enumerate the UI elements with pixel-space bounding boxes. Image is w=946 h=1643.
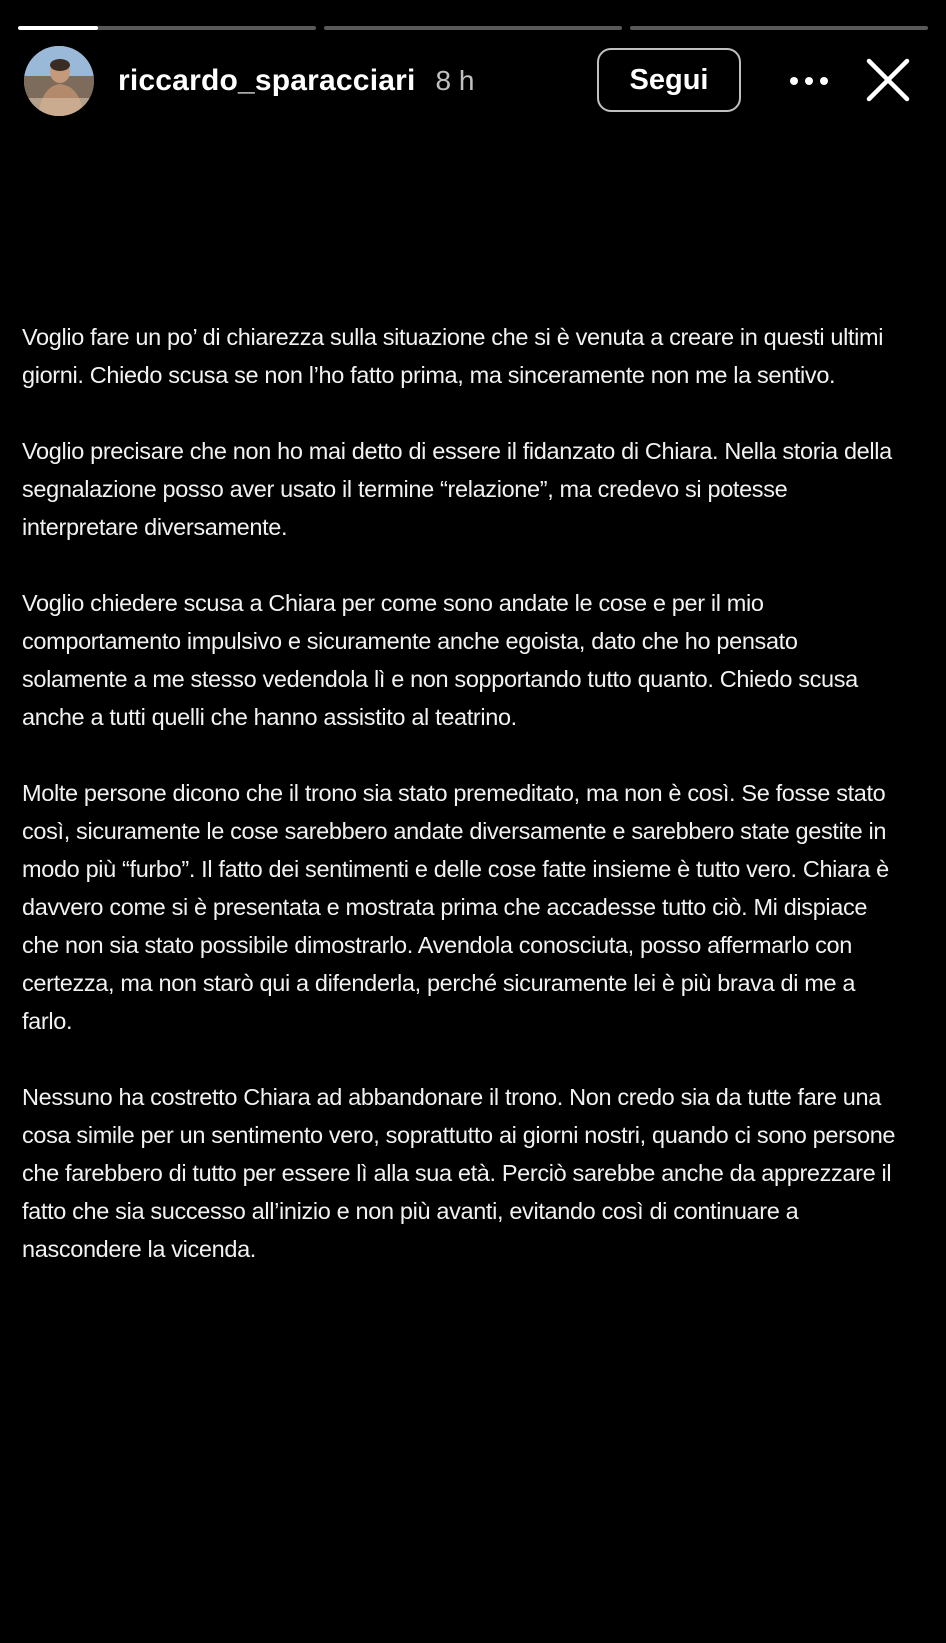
username[interactable]: riccardo_sparacciari — [118, 64, 416, 97]
story-header — [24, 46, 928, 116]
close-icon — [865, 57, 911, 103]
close-button[interactable] — [860, 52, 916, 108]
follow-button[interactable]: Segui — [597, 48, 741, 112]
progress-segment-2 — [324, 26, 622, 30]
avatar[interactable] — [24, 46, 94, 116]
progress-fill-1 — [18, 26, 98, 30]
progress-segment-1 — [18, 26, 316, 30]
paragraph-5: Nessuno ha costretto Chiara ad abbandonare il trono. Non credo sia da tutte fare una cosa simile per un sentimento vero, soprattutto ai giorni nostri, quando ci sono persone che farebbero di tutto per essere lì alla sua età. Perciò sarebbe anche da apprezzare il fatto che sia successo all’inizio e non più avanti, evitando così di continuare a nascondere la vicenda. — [22, 1084, 896, 1262]
paragraph-1: Voglio fare un po’ di chiarezza sulla situazione che si è venuta a creare in questi ultimi giorni. Chiedo scusa se non l’ho fatto prima, ma sinceramente non me la sentivo. — [22, 324, 884, 388]
story-progress-bar — [18, 26, 928, 30]
paragraph-4: Molte persone dicono che il trono sia stato premeditato, ma non è così. Se fosse stato così, sicuramente le cose sarebbero andate diversamente e sarebbero state gestite in modo più “furbo”. Il fatto dei sentimenti e delle cose fatte insieme è tutto vero. Chiara è davvero come si è presentata e mostrata prima che accadesse tutto ciò. Mi dispiace che non sia stato possibile dimostrarlo. Avendola conosciuta, posso affermarlo con certezza, ma non starò qui a difenderla, perché sicuramente lei è più brava di me a farlo. — [22, 780, 889, 1034]
paragraph-3: Voglio chiedere scusa a Chiara per come sono andate le cose e per il mio comportamento impulsivo e sicuramente anche egoista, dato che ho pensato solamente a me stesso vedendola lì e non sopportando tutto quanto. Chiedo scusa anche a tutti quelli che hanno assistito al teatrino. — [22, 590, 858, 730]
avatar-photo — [24, 46, 94, 116]
paragraph-2: Voglio precisare che non ho mai detto di essere il fidanzato di Chiara. Nella storia della segnalazione posso aver usato il termine “relazione”, ma credevo si potesse interpretare diversamente. — [22, 438, 892, 540]
more-horizontal-icon — [789, 76, 829, 86]
post-time: 8 h — [435, 65, 475, 96]
progress-segment-3 — [630, 26, 928, 30]
more-options-button[interactable] — [784, 56, 834, 106]
story-text-content — [22, 318, 896, 1306]
